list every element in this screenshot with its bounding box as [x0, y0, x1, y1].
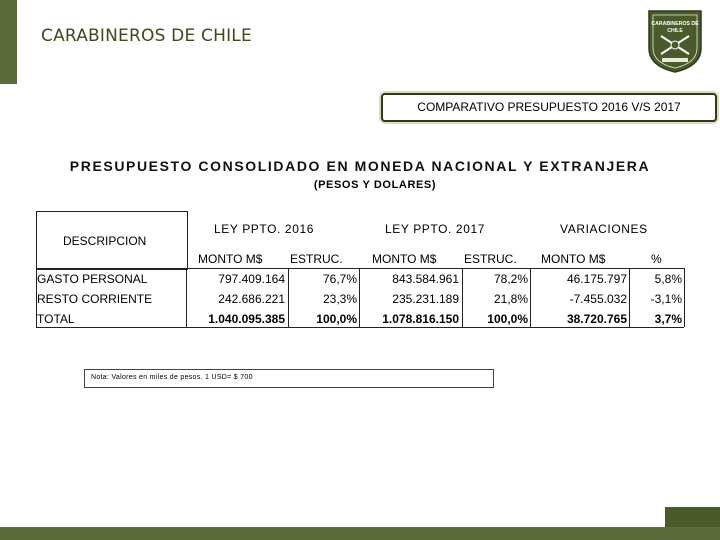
carabineros-emblem-icon	[645, 8, 705, 74]
table-cell: 235.231.189	[392, 292, 459, 306]
table-cell: 78,2%	[493, 272, 528, 286]
row-label-total: TOTAL	[37, 312, 75, 326]
table-right-line	[684, 268, 685, 327]
col-header-estruc-2017: ESTRUC.	[464, 252, 517, 266]
table-cell-total: 38.720.765	[566, 312, 627, 326]
emblem-text-bottom: CHILE	[667, 28, 683, 34]
footnote-text: Nota: Valores en miles de pesos. 1 USD= $ 700	[91, 374, 253, 381]
organization-title: CARABINEROS DE CHILE	[41, 26, 252, 46]
table-bottom-line	[36, 327, 684, 328]
col-header-monto-var: MONTO M$	[541, 252, 606, 266]
description-header-box	[36, 211, 188, 270]
col-header-estruc-2016: ESTRUC.	[290, 252, 343, 266]
table-cell: -3,1%	[650, 292, 682, 306]
bottom-bar	[0, 527, 720, 540]
table-cell: 76,7%	[322, 272, 357, 286]
table-cell-total: 1.078.816.150	[382, 312, 459, 326]
description-header: DESCRIPCION	[63, 234, 147, 248]
group-header-2016: LEY PPTO. 2016	[214, 222, 315, 236]
table-cell-total: 100,0%	[316, 312, 357, 326]
row-label-gasto-personal: GASTO PERSONAL	[37, 272, 148, 286]
table-cell-total: 3,7%	[654, 312, 682, 326]
table-cell-total: 1.040.095.385	[208, 312, 285, 326]
table-cell: 5,8%	[654, 272, 682, 286]
table-cell: 797.409.164	[218, 272, 285, 286]
col-header-monto-2017: MONTO M$	[372, 252, 437, 266]
left-accent-bar	[0, 0, 17, 84]
footnote-box	[84, 369, 494, 388]
col-header-percent: %	[651, 252, 662, 266]
col-header-monto-2016: MONTO M$	[198, 252, 263, 266]
table-cell: 242.686.221	[218, 292, 285, 306]
table-cell: 23,3%	[322, 292, 357, 306]
bottom-accent-block	[665, 507, 720, 527]
table-cell: -7.455.032	[569, 292, 627, 306]
table-cell-total: 100,0%	[487, 312, 528, 326]
table-cell: 843.584.961	[392, 272, 459, 286]
row-label-resto-corriente: RESTO CORRIENTE	[37, 292, 153, 306]
comparison-banner	[381, 93, 717, 122]
emblem-text-top: CARABINEROS DE	[651, 21, 699, 27]
table-cell: 46.175.797	[566, 272, 627, 286]
table-cell: 21,8%	[493, 292, 528, 306]
group-header-variaciones: VARIACIONES	[560, 222, 648, 236]
group-header-2017: LEY PPTO. 2017	[385, 222, 486, 236]
banner-text: COMPARATIVO PRESUPUESTO 2016 V/S 2017	[417, 100, 681, 114]
sub-title: (PESOS Y DOLARES)	[313, 179, 437, 191]
table-top-line	[36, 268, 684, 269]
main-title: PRESUPUESTO CONSOLIDADO EN MONEDA NACIONAL Y EXTRANJERA	[69, 158, 651, 174]
